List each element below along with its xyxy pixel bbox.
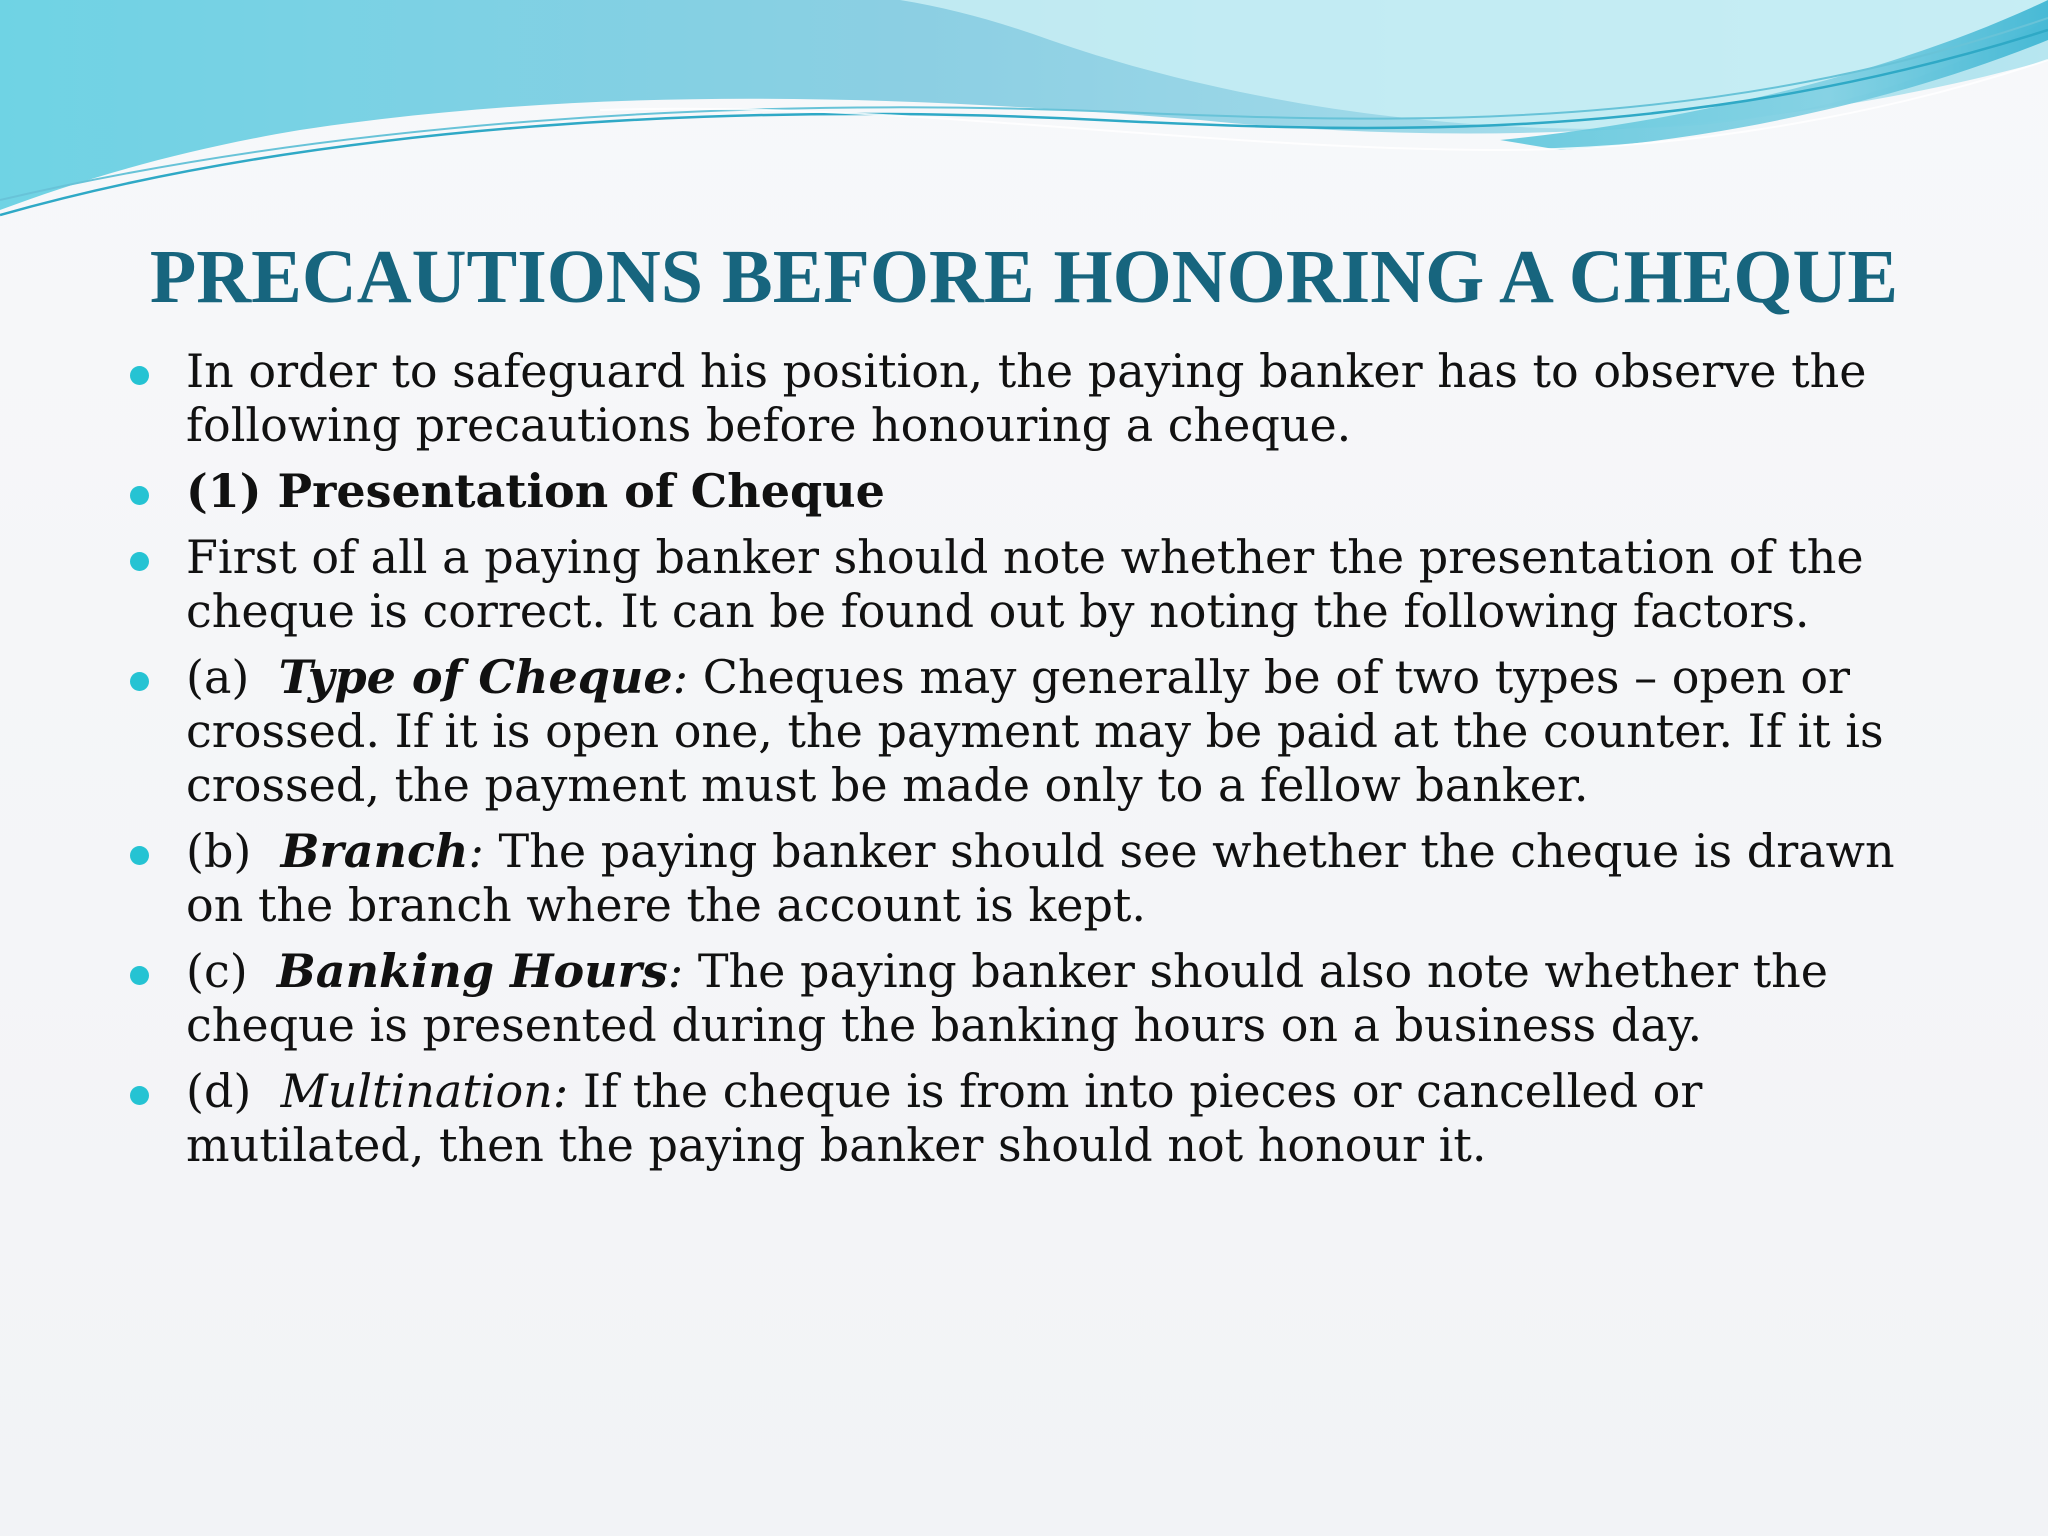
bullet-list <box>130 344 1950 1184</box>
bullet-text: Cheques may generally be of two types – open or crossed. If it is open one, the payment may be paid at the counter. If it is crossed, the payment must be made only to a fellow banker. <box>186 650 1884 812</box>
bullet-dot-icon <box>130 1086 149 1105</box>
item-label: (c) <box>186 944 248 998</box>
bullet-dot-icon <box>130 672 149 691</box>
decorative-wave-header <box>0 0 2048 240</box>
bullet-dot-icon <box>130 552 149 571</box>
bullet-dot-icon <box>130 966 149 985</box>
bullet-heading-presentation <box>130 464 1950 518</box>
item-term: Type of Cheque <box>278 650 673 704</box>
item-term: Banking Hours <box>276 944 668 998</box>
item-separator: : <box>672 650 689 704</box>
item-term: Multination: <box>280 1064 569 1118</box>
item-separator: : <box>667 944 684 998</box>
bullet-multination <box>130 1064 1950 1172</box>
bullet-text: First of all a paying banker should note whether the presentation of the cheque is correct. It can be found out by noting the following factors. <box>186 530 1864 638</box>
bullet-dot-icon <box>130 846 149 865</box>
bullet-text: The paying banker should see whether the cheque is drawn on the branch where the account is kept. <box>186 824 1895 932</box>
item-label: (b) <box>186 824 252 878</box>
item-term: Branch <box>280 824 469 878</box>
bullet-banking-hours <box>130 944 1950 1052</box>
slide-title: PRECAUTIONS BEFORE HONORING A CHEQUE <box>149 235 1899 319</box>
bullet-intro <box>130 344 1950 452</box>
bullet-text: The paying banker should also note whether the cheque is presented during the banking hours on a business day. <box>186 944 1829 1052</box>
bullet-text: If the cheque is from into pieces or cancelled or mutilated, then the paying banker should not honour it. <box>186 1064 1703 1172</box>
item-label: (d) <box>186 1064 252 1118</box>
bullet-dot-icon <box>130 366 149 385</box>
bullet-text: In order to safeguard his position, the paying banker has to observe the following precautions before honouring a cheque. <box>186 344 1867 452</box>
bullet-branch <box>130 824 1950 932</box>
bullet-type-of-cheque <box>130 650 1950 812</box>
section-heading: (1) Presentation of Cheque <box>186 464 885 518</box>
item-separator: : <box>468 824 484 878</box>
bullet-dot-icon <box>130 486 149 505</box>
item-label: (a) <box>186 650 250 704</box>
bullet-presentation-intro <box>130 530 1950 638</box>
